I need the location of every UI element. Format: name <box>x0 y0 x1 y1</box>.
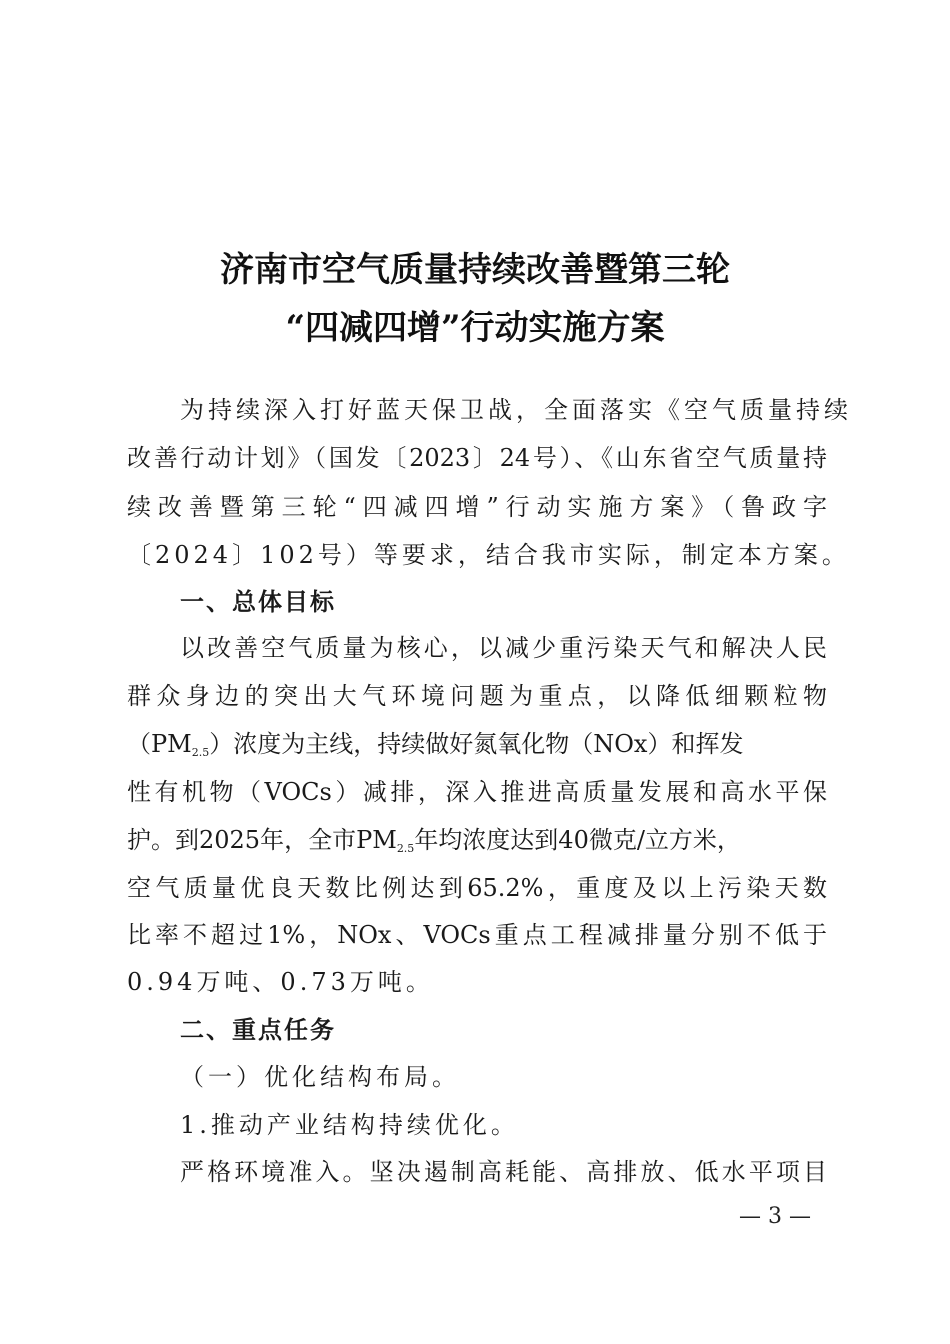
section-heading-tasks: 二、重点任务 <box>180 1016 336 1044</box>
goals-line-5-pre: 护。到2025年，全市PM <box>127 826 397 854</box>
intro-line-4: 〔2024〕102号）等要求，结合我市实际，制定本方案。 <box>127 541 850 569</box>
goals-line-4: 性有机物（VOCs）减排，深入推进高质量发展和高水平保 <box>127 778 827 806</box>
goals-line-5 <box>127 825 827 860</box>
goals-line-6: 空气质量优良天数比例达到65.2%，重度及以上污染天数 <box>127 874 827 902</box>
pm25-subscript: 2.5 <box>396 842 415 855</box>
page-number: — 3 — <box>739 1204 811 1229</box>
goals-line-3-pre: （PM <box>127 730 192 758</box>
item-body-line-1: 严格环境准入。坚决遏制高耗能、高排放、低水平项目 <box>180 1158 827 1186</box>
goals-line-3 <box>127 729 827 764</box>
item-heading: 1.推动产业结构持续优化。 <box>180 1111 519 1139</box>
document-title-line-1: 济南市空气质量持续改善暨第三轮 <box>220 250 730 290</box>
goals-line-3-post: ）浓度为主线，持续做好氮氧化物（NOx）和挥发 <box>209 730 744 758</box>
section-heading-goals: 一、总体目标 <box>180 588 336 616</box>
intro-line-3: 续改善暨第三轮“四减四增”行动实施方案》（鲁政字 <box>127 493 827 521</box>
goals-line-1: 以改善空气质量为核心，以减少重污染天气和解决人民 <box>180 634 827 662</box>
goals-line-5-post: 年均浓度达到40微克/立方米， <box>414 826 741 854</box>
goals-line-8: 0.94万吨、0.73万吨。 <box>127 968 434 996</box>
pm25-subscript: 2.5 <box>191 746 210 759</box>
subsection-heading: （一）优化结构布局。 <box>180 1063 460 1091</box>
goals-line-7: 比率不超过1%，NOx、VOCs重点工程减排量分别不低于 <box>127 921 827 949</box>
intro-line-2: 改善行动计划》（国发〔2023〕24号）、《山东省空气质量持 <box>127 444 827 472</box>
document-title-line-2: “四减四增”行动实施方案 <box>285 308 665 348</box>
goals-line-2: 群众身边的突出大气环境问题为重点，以降低细颗粒物 <box>127 682 827 710</box>
intro-line-1: 为持续深入打好蓝天保卫战，全面落实《空气质量持续 <box>180 396 852 424</box>
